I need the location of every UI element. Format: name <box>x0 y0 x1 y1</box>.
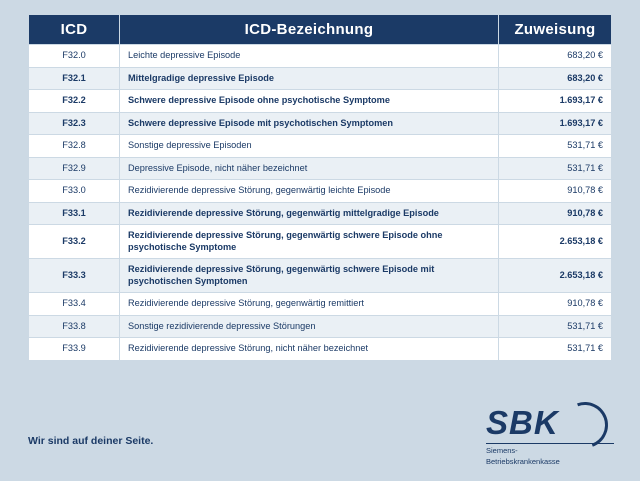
cell-icd-label: Schwere depressive Episode ohne psychotische Symptome <box>120 90 499 113</box>
cell-icd-code: F33.2 <box>29 225 120 259</box>
table-row <box>29 315 612 338</box>
column-header-bezeichnung: ICD-Bezeichnung <box>120 15 499 45</box>
cell-icd-code: F32.9 <box>29 157 120 180</box>
table-row <box>29 67 612 90</box>
footer-slogan: Wir sind auf deiner Seite. <box>28 435 154 447</box>
cell-icd-code: F33.9 <box>29 338 120 361</box>
cell-icd-label: Rezidivierende depressive Störung, gegenwärtig remittiert <box>120 293 499 316</box>
table-row <box>29 293 612 316</box>
table-row <box>29 259 612 293</box>
cell-icd-amount: 683,20 € <box>499 67 612 90</box>
cell-icd-amount: 1.693,17 € <box>499 90 612 113</box>
cell-icd-code: F32.0 <box>29 45 120 68</box>
column-header-icd: ICD <box>29 15 120 45</box>
cell-icd-label: Rezidivierende depressive Störung, gegenwärtig leichte Episode <box>120 180 499 203</box>
cell-icd-code: F33.1 <box>29 202 120 225</box>
cell-icd-label: Rezidivierende depressive Störung, gegenwärtig schwere Episode ohne psychotische Symptome <box>120 225 499 259</box>
sbk-logo <box>486 404 614 467</box>
table-body <box>29 45 612 361</box>
cell-icd-label: Schwere depressive Episode mit psychotischen Symptomen <box>120 112 499 135</box>
cell-icd-amount: 910,78 € <box>499 293 612 316</box>
cell-icd-amount: 683,20 € <box>499 45 612 68</box>
cell-icd-code: F32.8 <box>29 135 120 158</box>
table-row <box>29 338 612 361</box>
table-row <box>29 180 612 203</box>
table-row <box>29 157 612 180</box>
table-row <box>29 135 612 158</box>
logo-subtitle-line2: Betriebskrankenkasse <box>486 456 560 466</box>
cell-icd-amount: 531,71 € <box>499 157 612 180</box>
logo-subtitle-line1: Siemens- <box>486 445 518 455</box>
table-row <box>29 112 612 135</box>
cell-icd-label: Leichte depressive Episode <box>120 45 499 68</box>
table-row <box>29 225 612 259</box>
logo-mark <box>486 404 614 442</box>
table-row <box>29 202 612 225</box>
table-header-row <box>29 15 612 45</box>
cell-icd-amount: 531,71 € <box>499 135 612 158</box>
cell-icd-label: Sonstige depressive Episoden <box>120 135 499 158</box>
cell-icd-amount: 2.653,18 € <box>499 259 612 293</box>
cell-icd-code: F33.3 <box>29 259 120 293</box>
table-header <box>29 15 612 45</box>
icd-table <box>28 14 612 361</box>
cell-icd-code: F32.1 <box>29 67 120 90</box>
cell-icd-amount: 531,71 € <box>499 315 612 338</box>
cell-icd-label: Rezidivierende depressive Störung, gegenwärtig schwere Episode mit psychotischen Symptomen <box>120 259 499 293</box>
cell-icd-code: F32.3 <box>29 112 120 135</box>
cell-icd-code: F32.2 <box>29 90 120 113</box>
cell-icd-label: Rezidivierende depressive Störung, nicht näher bezeichnet <box>120 338 499 361</box>
cell-icd-amount: 2.653,18 € <box>499 225 612 259</box>
logo-wordmark: SBK <box>486 403 559 441</box>
cell-icd-code: F33.4 <box>29 293 120 316</box>
cell-icd-amount: 531,71 € <box>499 338 612 361</box>
cell-icd-amount: 910,78 € <box>499 180 612 203</box>
cell-icd-amount: 1.693,17 € <box>499 112 612 135</box>
cell-icd-label: Mittelgradige depressive Episode <box>120 67 499 90</box>
table-row <box>29 45 612 68</box>
cell-icd-label: Depressive Episode, nicht näher bezeichnet <box>120 157 499 180</box>
cell-icd-code: F33.0 <box>29 180 120 203</box>
table-row <box>29 90 612 113</box>
cell-icd-label: Sonstige rezidivierende depressive Störungen <box>120 315 499 338</box>
cell-icd-amount: 910,78 € <box>499 202 612 225</box>
cell-icd-code: F33.8 <box>29 315 120 338</box>
cell-icd-label: Rezidivierende depressive Störung, gegenwärtig mittelgradige Episode <box>120 202 499 225</box>
column-header-zuweisung: Zuweisung <box>499 15 612 45</box>
